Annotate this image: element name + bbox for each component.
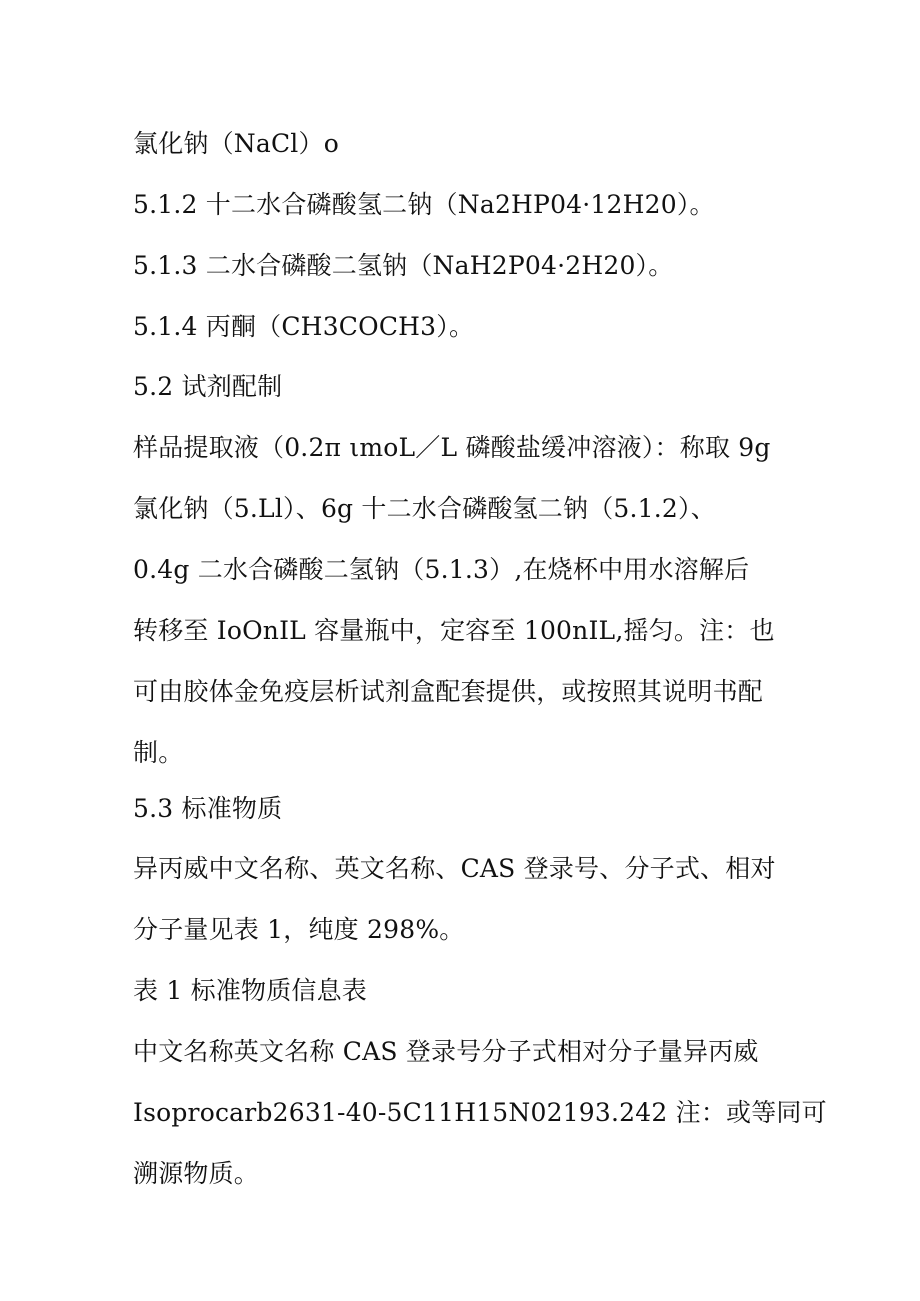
text-line-5-1-2: 5.1.2 十二水合磷酸氢二钠（Na2HP04·12H20）。 — [133, 190, 715, 219]
paragraph-line: 样品提取液（0.2π ιmoL／L 磷酸盐缓冲溶液）：称取 9g — [133, 433, 771, 462]
table-caption: 表 1 标准物质信息表 — [133, 976, 368, 1005]
paragraph-line: 氯化钠（5.Ll）、6g 十二水合磷酸氢二钠（5.1.2）、 — [133, 494, 716, 523]
section-heading-5-2: 5.2 试剂配制 — [133, 372, 283, 401]
paragraph-line: 分子量见表 1，纯度 298%。 — [133, 915, 465, 944]
text-line-sodium-chloride: 氯化钠（NaCl）o — [133, 129, 339, 158]
text-line-5-1-3: 5.1.3 二水合磷酸二氢钠（NaH2P04·2H20）。 — [133, 251, 674, 280]
note-line: 溯源物质。 — [133, 1159, 260, 1188]
paragraph-line: 异丙威中文名称、英文名称、CAS 登录号、分子式、相对 — [133, 854, 776, 883]
section-heading-5-3: 5.3 标准物质 — [133, 794, 283, 823]
paragraph-line: 制。 — [133, 738, 184, 767]
paragraph-line: 转移至 IoOnIL 容量瓶中，定容至 100nIL,摇匀。注：也 — [133, 616, 775, 645]
table-header-line: 中文名称英文名称 CAS 登录号分子式相对分子量异丙威 — [133, 1037, 759, 1066]
paragraph-line: 0.4g 二水合磷酸二氢钠（5.1.3）,在烧杯中用水溶解后 — [133, 555, 750, 584]
text-line-5-1-4: 5.1.4 丙酮（CH3COCH3）。 — [133, 312, 475, 341]
paragraph-line: 可由胶体金免疫层析试剂盒配套提供，或按照其说明书配 — [133, 677, 764, 706]
table-row-line: Isoprocarb2631-40-5C11H15N02193.242 注：或等同可 — [133, 1098, 827, 1127]
